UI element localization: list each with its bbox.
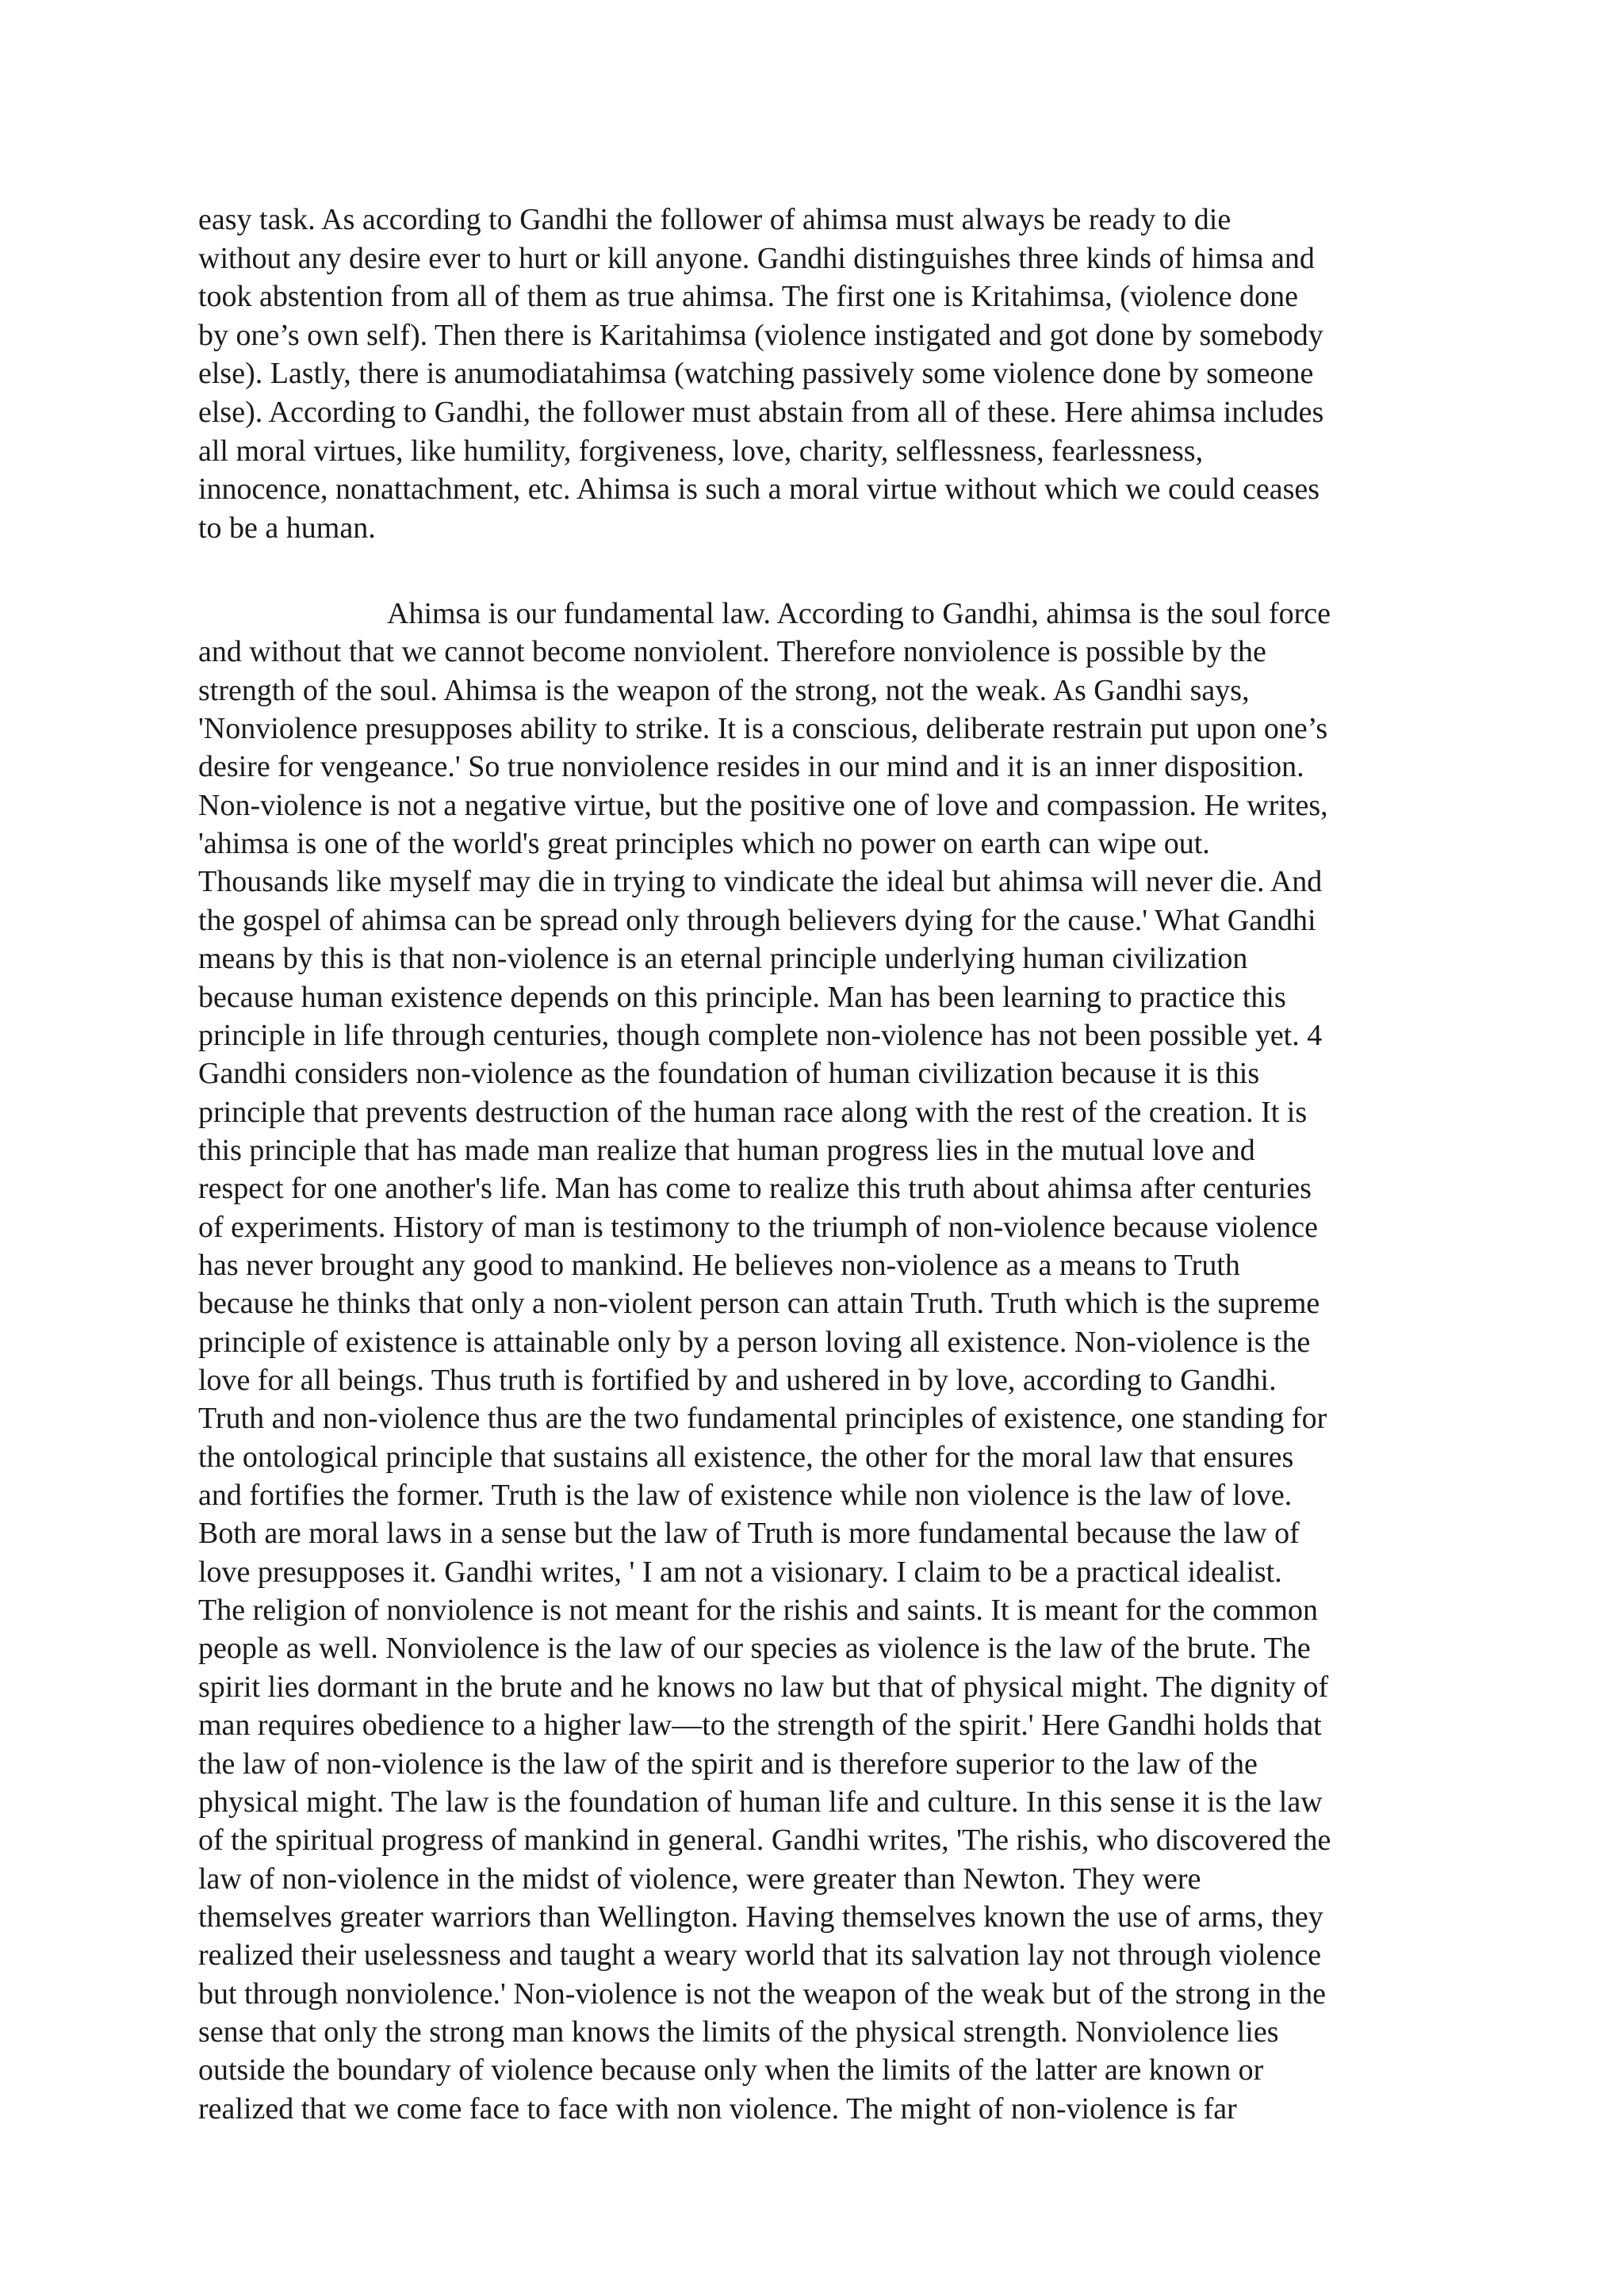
- paragraph-2-line: the gospel of ahimsa can be spread only through believers dying for the cause.' What Gandhi: [198, 903, 1316, 937]
- paragraph-1-line: easy task. As according to Gandhi the follower of ahimsa must always be ready to die: [198, 203, 1231, 236]
- paragraph-2-line: because human existence depends on this principle. Man has been learning to practice this: [198, 980, 1286, 1014]
- paragraph-2-line: because he thinks that only a non-violent person can attain Truth. Truth which is the supreme: [198, 1287, 1320, 1321]
- paragraph-2-line: Gandhi considers non-violence as the foundation of human civilization because it is this: [198, 1057, 1260, 1091]
- paragraph-2-line: the law of non-violence is the law of the spirit and is therefore superior to the law of the: [198, 1747, 1258, 1781]
- paragraph-2-line: has never brought any good to mankind. He believes non-violence as a means to Truth: [198, 1248, 1240, 1282]
- paragraph-1-line: without any desire ever to hurt or kill anyone. Gandhi distinguishes three kinds of himsa and: [198, 241, 1315, 275]
- paragraph-1-line: else). According to Gandhi, the follower must abstain from all of these. Here ahimsa includes: [198, 396, 1324, 429]
- paragraph-2-line: principle in life through centuries, though complete non-violence has not been possible yet. 4: [198, 1018, 1323, 1052]
- paragraph-2-line: love presupposes it. Gandhi writes, ' I am not a visionary. I claim to be a practical idealist.: [198, 1555, 1282, 1589]
- paragraph-2-line: Both are moral laws in a sense but the law of Truth is more fundamental because the law of: [198, 1517, 1300, 1551]
- paragraph-2-line: realized their uselessness and taught a weary world that its salvation lay not through violence: [198, 1938, 1322, 1973]
- paragraph-2-line: physical might. The law is the foundation of human life and culture. In this sense it is the law: [198, 1785, 1323, 1819]
- paragraph-2-line: 'ahimsa is one of the world's great principles which no power on earth can wipe out.: [198, 827, 1210, 861]
- paragraph-2-line: realized that we come face to face with non violence. The might of non-violence is far: [198, 2091, 1237, 2126]
- paragraph-2-line: outside the boundary of violence because only when the limits of the latter are known or: [198, 2053, 1264, 2087]
- paragraph-2-line: principle that prevents destruction of the human race along with the rest of the creation. It is: [198, 1095, 1308, 1129]
- paragraph-2-line: and without that we cannot become nonviolent. Therefore nonviolence is possible by the: [198, 635, 1266, 669]
- paragraph-2-line: desire for vengeance.' So true nonviolence resides in our mind and it is an inner disposition.: [198, 750, 1304, 784]
- paragraph-2-line: of experiments. History of man is testimony to the triumph of non-violence because violence: [198, 1210, 1318, 1244]
- paragraph-2-line: strength of the soul. Ahimsa is the weapon of the strong, not the weak. As Gandhi says,: [198, 673, 1250, 707]
- paragraph-2-line: principle of existence is attainable only by a person loving all existence. Non-violence is the: [198, 1325, 1311, 1359]
- paragraph-2-line: of the spiritual progress of mankind in general. Gandhi writes, 'The rishis, who discovered the: [198, 1823, 1331, 1858]
- paragraph-2-line: Truth and non-violence thus are the two fundamental principles of existence, one standing for: [198, 1402, 1327, 1436]
- paragraph-1-line: else). Lastly, there is anumodiatahimsa (watching passively some violence done by someone: [198, 357, 1314, 391]
- paragraph-2-line: Non-violence is not a negative virtue, but the positive one of love and compassion. He writes,: [198, 788, 1328, 822]
- paragraph-2-line: but through nonviolence.' Non-violence is not the weapon of the weak but of the strong in the: [198, 1976, 1327, 2011]
- paragraph-2-line: people as well. Nonviolence is the law of our species as violence is the law of the brute. The: [198, 1632, 1311, 1666]
- paragraph-1-line: to be a human.: [198, 511, 376, 545]
- paragraph-2-line: Ahimsa is our fundamental law. According to Gandhi, ahimsa is the soul force: [387, 597, 1331, 630]
- paragraph-2-line: law of non-violence in the midst of violence, were greater than Newton. They were: [198, 1862, 1201, 1896]
- paragraph-2-line: The religion of nonviolence is not meant for the rishis and saints. It is meant for the common: [198, 1594, 1319, 1628]
- paragraph-2-line: 'Nonviolence presupposes ability to strike. It is a conscious, deliberate restrain put upon one’s: [198, 712, 1328, 746]
- paragraph-2-line: spirit lies dormant in the brute and he knows no law but that of physical might. The dignity of: [198, 1670, 1329, 1704]
- paragraph-2-line: sense that only the strong man knows the limits of the physical strength. Nonviolence lies: [198, 2015, 1279, 2049]
- paragraph-2-line: the ontological principle that sustains all existence, the other for the moral law that ensures: [198, 1440, 1294, 1474]
- paragraph-1-line: by one’s own self). Then there is Karitahimsa (violence instigated and got done by somebody: [198, 318, 1323, 352]
- paragraph-2-line: themselves greater warriors than Wellington. Having themselves known the use of arms, they: [198, 1900, 1323, 1934]
- paragraph-2-line: this principle that has made man realize that human progress lies in the mutual love and: [198, 1133, 1255, 1167]
- paragraph-2-line: and fortifies the former. Truth is the law of existence while non violence is the law of love.: [198, 1479, 1293, 1513]
- paragraph-2-line: respect for one another's life. Man has come to realize this truth about ahimsa after centuries: [198, 1172, 1312, 1206]
- paragraph-1-line: took abstention from all of them as true ahimsa. The first one is Kritahimsa, (violence done: [198, 280, 1298, 314]
- paragraph-2-line: Thousands like myself may die in trying to vindicate the ideal but ahimsa will never die. And: [198, 865, 1323, 899]
- paragraph-2-line: man requires obedience to a higher law—to the strength of the spirit.' Here Gandhi holds that: [198, 1709, 1322, 1743]
- paragraph-2-line: means by this is that non-violence is an eternal principle underlying human civilization: [198, 942, 1248, 976]
- paragraph-2-line: love for all beings. Thus truth is fortified by and ushered in by love, according to Gandhi.: [198, 1364, 1277, 1397]
- paragraph-1-line: all moral virtues, like humility, forgiveness, love, charity, selflessness, fearlessness,: [198, 434, 1204, 468]
- paragraph-1-line: innocence, nonattachment, etc. Ahimsa is such a moral virtue without which we could ceases: [198, 473, 1320, 507]
